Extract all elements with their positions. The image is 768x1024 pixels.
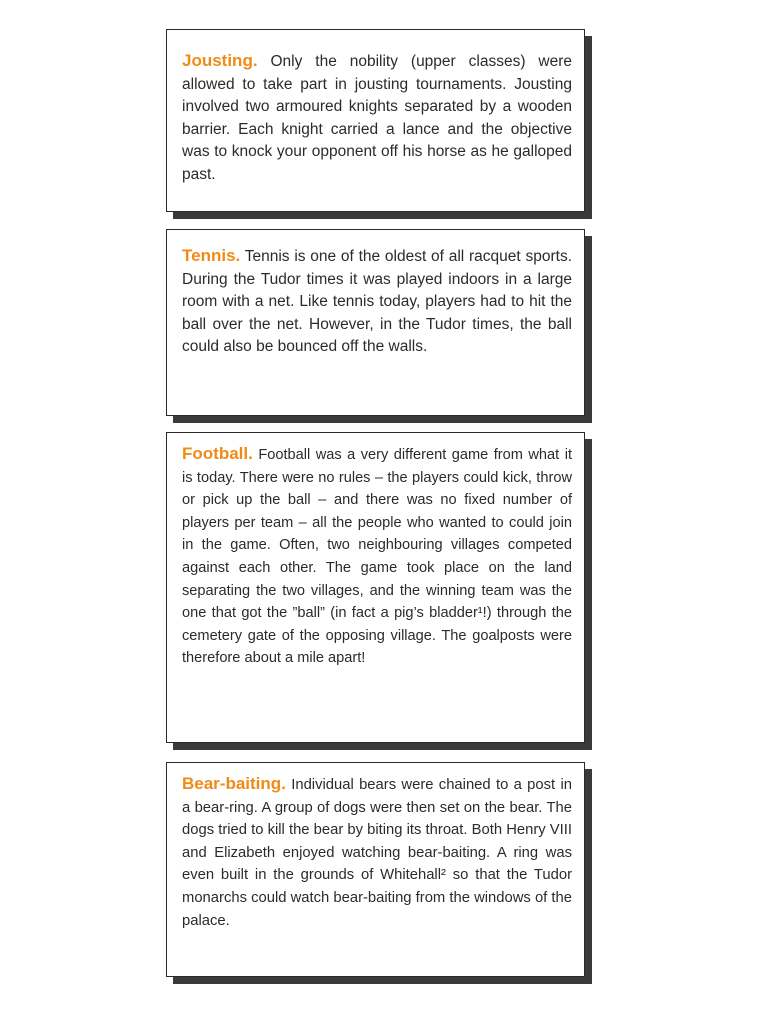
tennis-paragraph [182,245,572,359]
bear-baiting-box [166,762,585,977]
jousting-paragraph [182,50,572,186]
jousting-text: Only the nobility (upper classes) were allowed to take part in jousting tournaments. Jousting involved two armoured knights separated by a wooden barrier. Each knight carried a lance and the objective was to knock your opponent off his horse as he galloped past. [182,53,572,183]
jousting-box [166,29,585,212]
jousting-title: Jousting. [182,51,258,70]
tennis-title: Tennis. [182,246,241,265]
tennis-box [166,229,585,416]
bear-baiting-paragraph [182,773,572,932]
bear-baiting-text: Individual bears were chained to a post in a bear-ring. A group of dogs were then set on the bear. The dogs tried to kill the bear by biting its throat. Both Henry VIII and Elizabeth enjoyed watching bear-baiting. A ring was even built in the grounds of Whitehall² so that the Tudor monarchs could watch bear-baiting from the windows of the palace. [182,777,572,929]
football-text: Football was a very different game from what it is today. There were no rules – the players could kick, throw or pick up the ball – and there was no fixed number of players per team – all the people who wanted to could join in the game. Often, two neighbouring villages competed against each other. The game took place on the land separating the two villages, and the winning team was the one that got the ”ball” (in fact a pig’s bladder¹!) through the cemetery gate of the opposing village. The goalposts were therefore about a mile apart! [182,447,572,667]
tennis-text: Tennis is one of the oldest of all racquet sports. During the Tudor times it was played indoors in a large room with a net. Like tennis today, players had to hit the ball over the net. However, in the Tudor times, the ball could also be bounced off the walls. [182,248,572,355]
bear-baiting-title: Bear-baiting. [182,774,286,793]
football-box [166,432,585,743]
football-title: Football. [182,444,253,463]
football-paragraph [182,443,572,670]
